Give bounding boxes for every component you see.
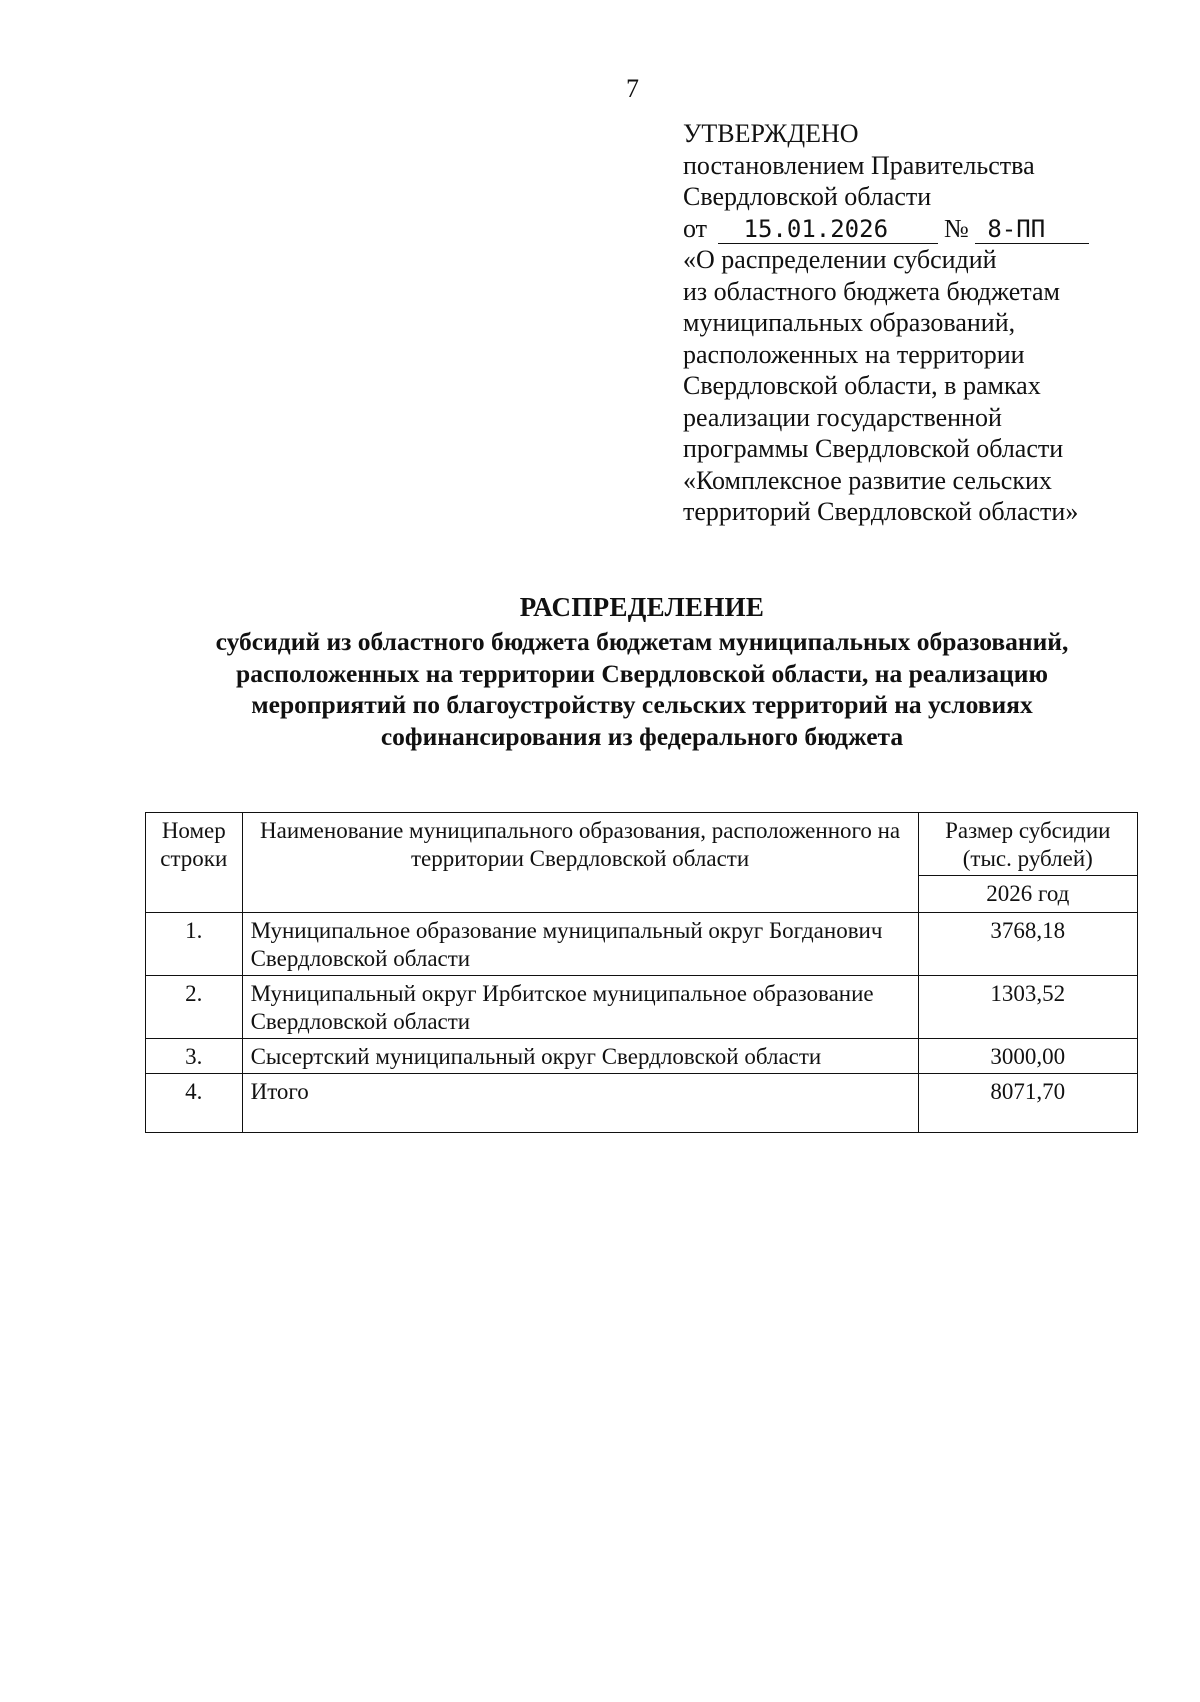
cell-name: Муниципальное образование муниципальный округ Богданович Свердловской области xyxy=(242,913,918,976)
page-number: 7 xyxy=(626,74,639,103)
cell-amount: 3000,00 xyxy=(918,1039,1137,1074)
cell-name: Итого xyxy=(242,1074,918,1133)
approval-line: реализации государственной xyxy=(683,402,1002,432)
table-row-total xyxy=(146,1074,1138,1133)
approval-line: «Комплексное развитие сельских xyxy=(683,465,1052,495)
approval-line: «О распределении субсидий xyxy=(683,245,997,274)
approval-line: Свердловской области xyxy=(683,182,932,211)
date-prefix: от xyxy=(683,213,708,243)
header-amount: Размер субсидии (тыс. рублей) xyxy=(918,813,1137,876)
approval-heading: УТВЕРЖДЕНО xyxy=(683,119,859,148)
table-row xyxy=(146,976,1138,1039)
table-row xyxy=(146,913,1138,976)
approval-line: территорий Свердловской области» xyxy=(683,497,1079,526)
subtitle-line: субсидий из областного бюджета бюджетам муниципальных образований, xyxy=(215,627,1069,656)
decree-number: 8-ПП xyxy=(975,215,1089,244)
cell-name: Сысертский муниципальный округ Свердловской области xyxy=(242,1039,918,1074)
subsidy-table xyxy=(145,812,1138,1133)
cell-name: Муниципальный округ Ирбитское муниципальное образование Свердловской области xyxy=(242,976,918,1039)
cell-amount: 3768,18 xyxy=(918,913,1137,976)
cell-amount: 1303,52 xyxy=(918,976,1137,1039)
approval-line: постановлением Правительства xyxy=(683,150,1035,180)
header-row-number: Номер строки xyxy=(146,813,243,913)
subtitle-line: мероприятий по благоустройству сельских территорий на условиях xyxy=(251,690,1033,719)
approval-block xyxy=(683,118,1163,528)
approval-line: муниципальных образований, xyxy=(683,308,1016,337)
approval-line: программы Свердловской области xyxy=(683,434,1064,463)
decree-date-line xyxy=(683,213,1163,245)
header-year: 2026 год xyxy=(918,876,1137,913)
document-title: РАСПРЕДЕЛЕНИЕ xyxy=(519,592,765,622)
header-name: Наименование муниципального образования, расположенного на территории Свердловской области xyxy=(242,813,918,913)
cell-row-number: 4. xyxy=(146,1074,243,1133)
subtitle-line: расположенных на территории Свердловской области, на реализацию xyxy=(236,658,1048,688)
cell-row-number: 1. xyxy=(146,913,243,976)
approval-line: расположенных на территории xyxy=(683,339,1025,369)
cell-row-number: 3. xyxy=(146,1039,243,1074)
table-header-row xyxy=(146,813,1138,876)
decree-date: 15.01.2026 xyxy=(718,215,938,244)
subtitle-line: софинансирования из федерального бюджета xyxy=(380,721,904,751)
cell-amount: 8071,70 xyxy=(918,1074,1137,1133)
approval-line: Свердловской области, в рамках xyxy=(683,371,1041,400)
table-row xyxy=(146,1039,1138,1074)
document-subtitle xyxy=(150,626,1134,752)
number-label: № xyxy=(944,213,969,243)
approval-line: из областного бюджета бюджетам xyxy=(683,276,1060,306)
cell-row-number: 2. xyxy=(146,976,243,1039)
